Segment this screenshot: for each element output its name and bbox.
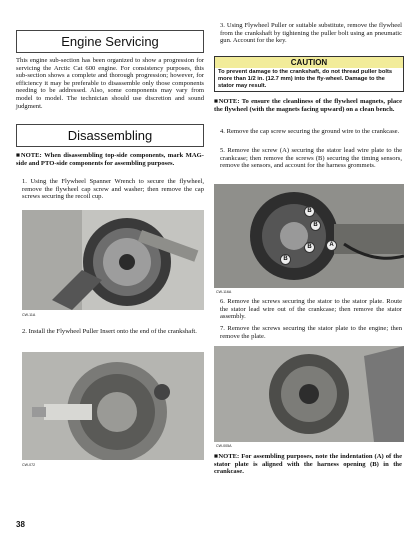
page-number: 38 <box>16 520 25 529</box>
step-1: 1. Using the Flywheel Spanner Wrench to secure the flywheel, remove the flywheel cap screw and washer; then remove the cap screws securing the recoil cup. <box>22 178 204 201</box>
photo3-caption: CW-116A <box>216 290 232 294</box>
photo-flywheel-spanner <box>22 210 204 310</box>
callout-b: B <box>280 254 291 265</box>
intro-paragraph: This engine sub-section has been organized to show a progression for servicing the Arctic Cat 600 engine. For consistency purposes, this sub-section shows a complete and thorough progression; however, for efficiency it may be preferable to disassemble only those components needing to be addressed. Also, some components may vary from model to model. The technician should use discretion and sound judgment. <box>16 57 204 110</box>
photo-stator-sensors <box>214 184 404 288</box>
step-3: 3. Using Flywheel Puller or suitable substitute, remove the flywheel from the crankshaft by tightening the puller bolt using an pneumatic gun. Account for the key. <box>220 22 402 45</box>
step-5: 5. Remove the screw (A) securing the stator lead wire plate to the crankcase; then remove the screws (B) securing the timing sensors, remove the sensors, and account for the harness grommets. <box>220 147 402 170</box>
photo2-caption: CW-072 <box>22 463 36 467</box>
step-6: 6. Remove the screws securing the stator to the stator plate. Route the stator lead wire out of the crankcase; then remove the stator assembly. <box>220 298 402 321</box>
photo4-caption: CW-005A <box>216 444 232 448</box>
step-4: 4. Remove the cap screw securing the ground wire to the crankcase. <box>220 128 400 135</box>
section-title-engine-servicing: Engine Servicing <box>16 30 204 53</box>
stator-image <box>214 184 404 288</box>
callout-b: B <box>304 242 315 253</box>
photo-stator-plate <box>214 346 404 442</box>
caution-header: CAUTION <box>214 56 404 69</box>
stator-plate-image <box>214 346 404 442</box>
section-title-disassembling: Disassembling <box>16 124 204 147</box>
caution-text: To prevent damage to the crankshaft, do not thread puller bolts more than 1/2 in. (12.7 mm) into the fly-wheel. Damage to the stator may result. <box>214 68 404 92</box>
photo1-caption: CW-11A <box>22 313 36 317</box>
flywheel-image <box>22 210 204 310</box>
note-flywheel-magnets: ■NOTE: To ensure the cleanliness of the flywheel magnets, place the flywheel (with the magnets facing upward) on a clean bench. <box>214 98 402 113</box>
callout-b: B <box>304 206 315 217</box>
crankshaft-image <box>22 352 204 460</box>
step-2: 2. Install the Flywheel Puller Insert onto the end of the crankshaft. <box>22 328 197 335</box>
note-stator-plate-alignment: ■NOTE: For assembling purposes, note the indentation (A) of the stator plate is aligned with the harness opening (B) in the crankcase. <box>214 453 402 476</box>
note-top-side: ■NOTE: When disassembling top-side components, mark MAG-side and PTO-side components for assembling purposes. <box>16 152 204 167</box>
callout-a: A <box>326 240 337 251</box>
photo-puller-insert <box>22 352 204 460</box>
callout-b: B <box>310 220 321 231</box>
step-7: 7. Remove the screws securing the stator plate to the engine; then remove the plate. <box>220 325 402 340</box>
